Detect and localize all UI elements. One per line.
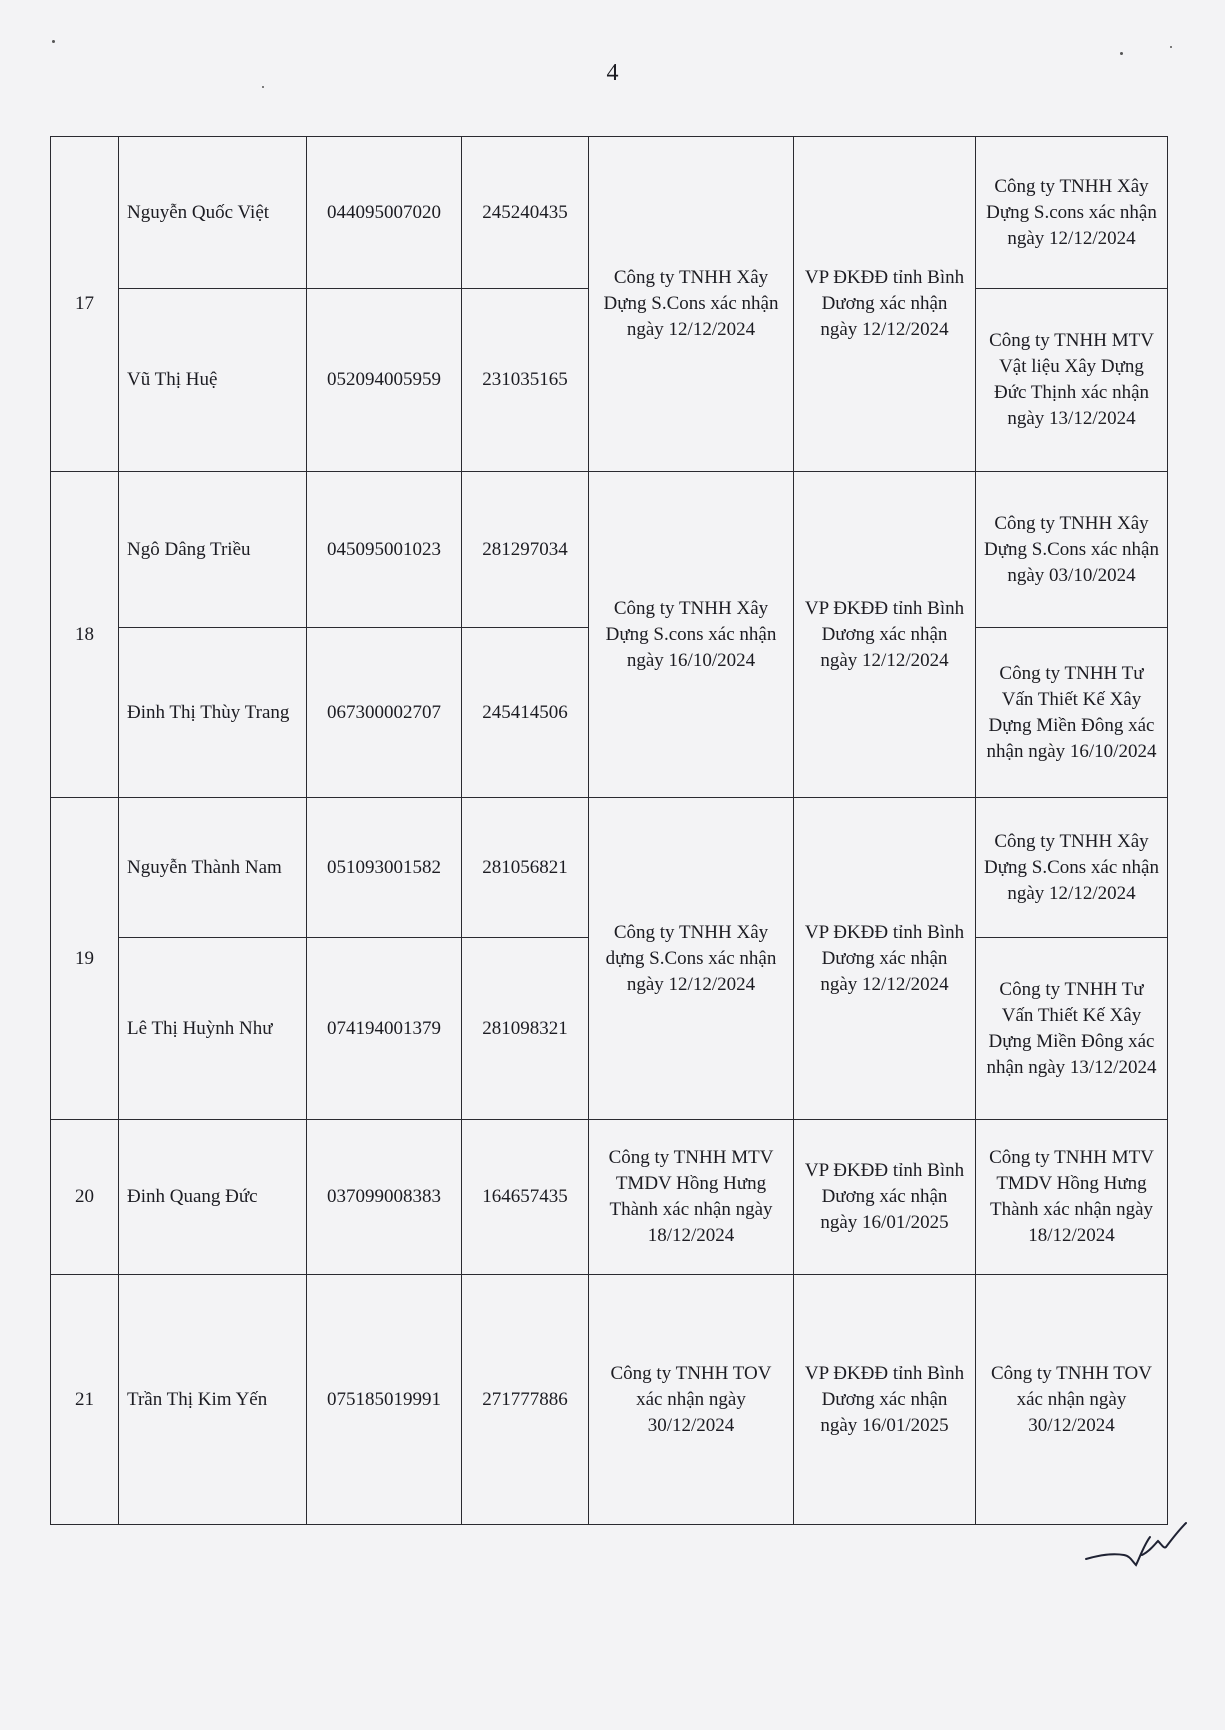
office-confirmation: VP ĐKĐĐ tỉnh Bình Dương xác nhận ngày 16/01/2025: [794, 1275, 976, 1525]
old-id: 281056821: [462, 798, 589, 938]
office-confirmation: VP ĐKĐĐ tỉnh Bình Dương xác nhận ngày 12/12/2024: [794, 798, 976, 1120]
table-row: [51, 798, 1168, 938]
table-row: [51, 1120, 1168, 1275]
old-id: 245240435: [462, 137, 589, 289]
person-name: Trần Thị Kim Yến: [119, 1275, 307, 1525]
row-number: 21: [51, 1275, 119, 1525]
page-number: 4: [606, 60, 619, 86]
scan-speck: [52, 40, 55, 43]
citizen-id: 052094005959: [307, 289, 462, 472]
citizen-id: 075185019991: [307, 1275, 462, 1525]
old-id: 281098321: [462, 938, 589, 1120]
row-number: 19: [51, 798, 119, 1120]
company-confirmation: Công ty TNHH Xây Dựng S.Cons xác nhận ngày 12/12/2024: [589, 137, 794, 472]
person-name: Nguyễn Quốc Việt: [119, 137, 307, 289]
office-confirmation: VP ĐKĐĐ tỉnh Bình Dương xác nhận ngày 16/01/2025: [794, 1120, 976, 1275]
citizen-id: 051093001582: [307, 798, 462, 938]
employer-confirmation: Công ty TNHH TOV xác nhận ngày 30/12/2024: [976, 1275, 1168, 1525]
old-id: 164657435: [462, 1120, 589, 1275]
employer-confirmation: Công ty TNHH MTV Vật liệu Xây Dựng Đức Thịnh xác nhận ngày 13/12/2024: [976, 289, 1168, 472]
scan-speck: [1120, 52, 1123, 55]
old-id: 271777886: [462, 1275, 589, 1525]
citizen-id: 044095007020: [307, 137, 462, 289]
employer-confirmation: Công ty TNHH Xây Dựng S.Cons xác nhận ngày 03/10/2024: [976, 472, 1168, 628]
table-row: [51, 137, 1168, 289]
office-confirmation: VP ĐKĐĐ tỉnh Bình Dương xác nhận ngày 12/12/2024: [794, 137, 976, 472]
scan-speck: [1170, 46, 1172, 48]
person-name: Nguyễn Thành Nam: [119, 798, 307, 938]
old-id: 231035165: [462, 289, 589, 472]
company-confirmation: Công ty TNHH TOV xác nhận ngày 30/12/2024: [589, 1275, 794, 1525]
employer-confirmation: Công ty TNHH Xây Dựng S.cons xác nhận ngày 12/12/2024: [976, 137, 1168, 289]
company-confirmation: Công ty TNHH Xây dựng S.Cons xác nhận ngày 12/12/2024: [589, 798, 794, 1120]
row-number: 20: [51, 1120, 119, 1275]
table-row: [51, 472, 1168, 628]
person-name: Đinh Quang Đức: [119, 1120, 307, 1275]
person-name: Lê Thị Huỳnh Như: [119, 938, 307, 1120]
person-name: Vũ Thị Huệ: [119, 289, 307, 472]
row-number: 17: [51, 137, 119, 472]
citizen-id: 037099008383: [307, 1120, 462, 1275]
employer-confirmation: Công ty TNHH Xây Dựng S.Cons xác nhận ngày 12/12/2024: [976, 798, 1168, 938]
records-table: [50, 136, 1168, 1525]
company-confirmation: Công ty TNHH Xây Dựng S.cons xác nhận ngày 16/10/2024: [589, 472, 794, 798]
citizen-id: 045095001023: [307, 472, 462, 628]
office-confirmation: VP ĐKĐĐ tỉnh Bình Dương xác nhận ngày 12/12/2024: [794, 472, 976, 798]
person-name: Ngô Dâng Triều: [119, 472, 307, 628]
scan-speck: [262, 86, 264, 88]
citizen-id: 074194001379: [307, 938, 462, 1120]
employer-confirmation: Công ty TNHH Tư Vấn Thiết Kế Xây Dựng Miền Đông xác nhận ngày 16/10/2024: [976, 628, 1168, 798]
old-id: 245414506: [462, 628, 589, 798]
signature-mark: [1080, 1515, 1190, 1575]
employer-confirmation: Công ty TNHH MTV TMDV Hồng Hưng Thành xác nhận ngày 18/12/2024: [976, 1120, 1168, 1275]
citizen-id: 067300002707: [307, 628, 462, 798]
old-id: 281297034: [462, 472, 589, 628]
employer-confirmation: Công ty TNHH Tư Vấn Thiết Kế Xây Dựng Miền Đông xác nhận ngày 13/12/2024: [976, 938, 1168, 1120]
row-number: 18: [51, 472, 119, 798]
company-confirmation: Công ty TNHH MTV TMDV Hồng Hưng Thành xác nhận ngày 18/12/2024: [589, 1120, 794, 1275]
person-name: Đinh Thị Thùy Trang: [119, 628, 307, 798]
table-row: [51, 1275, 1168, 1525]
